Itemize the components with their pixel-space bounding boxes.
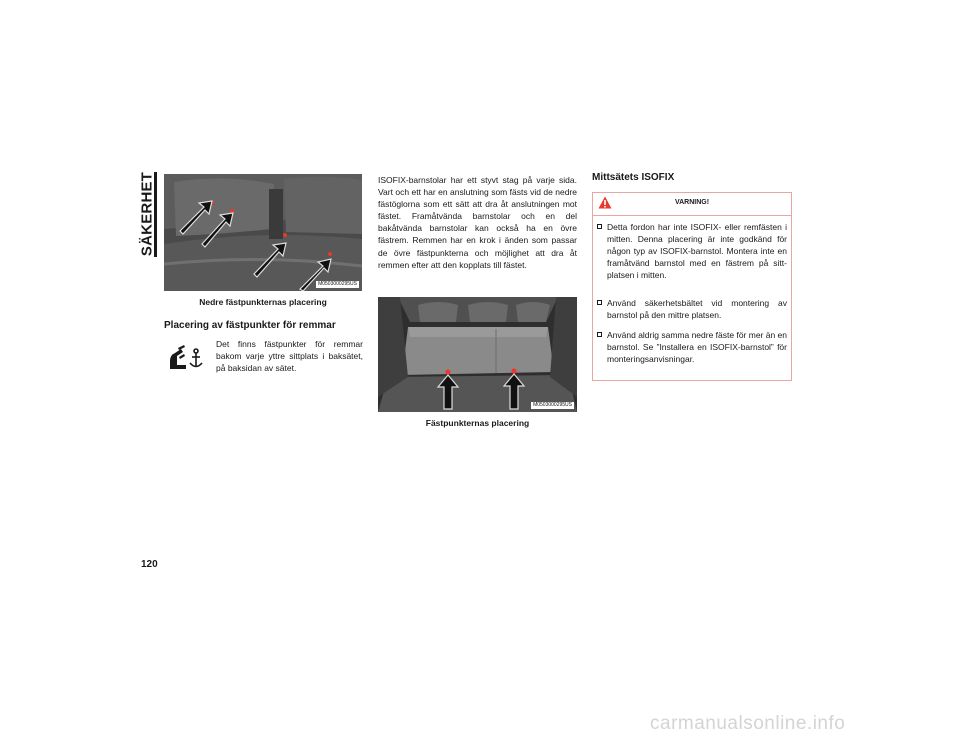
warning-item-text: Använd säkerhetsbältet vid montering av barnstol på den mittre platsen.: [607, 298, 787, 321]
warning-item-text: Använd aldrig samma nedre fäste för mer än en barnstol. Se ”Installera en ISOFIX-barnstol” för monteringsanvisningar.: [607, 330, 788, 365]
section-tab: [138, 172, 158, 257]
lower-anchors-caption: Nedre fästpunkternas placering: [199, 297, 327, 307]
section-title: SÄKERHET: [138, 171, 156, 257]
tether-anchors-text: Det finns fästpunkter för remmar bakom varje yttre sittplats i baksätet, på baksidan av sätet.: [216, 339, 363, 374]
warning-title: VARNING!: [674, 199, 710, 206]
bullet-box-icon: [597, 300, 602, 305]
tether-anchors-heading: Placering av fästpunkter för remmar: [164, 320, 336, 331]
lower-anchors-photo: [164, 174, 362, 291]
center-isofix-heading: Mittsätets ISOFIX: [592, 172, 675, 183]
warning-item: [597, 297, 787, 321]
warning-header: [593, 193, 791, 216]
photo-code: M0503000295US: [533, 402, 572, 408]
warning-box: [592, 192, 792, 381]
warning-item-text: Detta fordon har inte ISOFIX- eller remfästen i mitten. Denna placering är inte godkänd för någon typ av ISOFIX-barnstol. Montera inte en framåtvänd barnstol med en fästrem på sittplatsen i mitten.: [607, 222, 787, 281]
isofix-description-paragraph: ISOFIX-barnstolar har ett styvt stag på varje sida. Vart och ett har en anslutning som fästs vid de nedre fästöglorna som ett sätt att dra åt anslutningen mot fästet. Framåtvända barnstolar och en del bakåtvända barnstolar kan också ha en övre fästrem. Remmen har en krok i änden som passar de övre fästpunkterna och möjlighet att dra åt remmen efter att den kopplats till fästet.: [378, 175, 577, 270]
photo-code: M0503000295US: [318, 281, 357, 287]
child-seat-tether-anchor-icon: [166, 343, 206, 373]
anchor-locations-photo: [378, 297, 577, 412]
watermark: carmanualsonline.info: [650, 713, 846, 734]
anchor-locations-caption: Fästpunkternas placering: [425, 418, 530, 428]
page-number: 120: [141, 559, 158, 570]
bullet-box-icon: [597, 332, 602, 337]
warning-item: [597, 221, 787, 281]
warning-item: [597, 329, 787, 365]
bullet-box-icon: [597, 224, 602, 229]
